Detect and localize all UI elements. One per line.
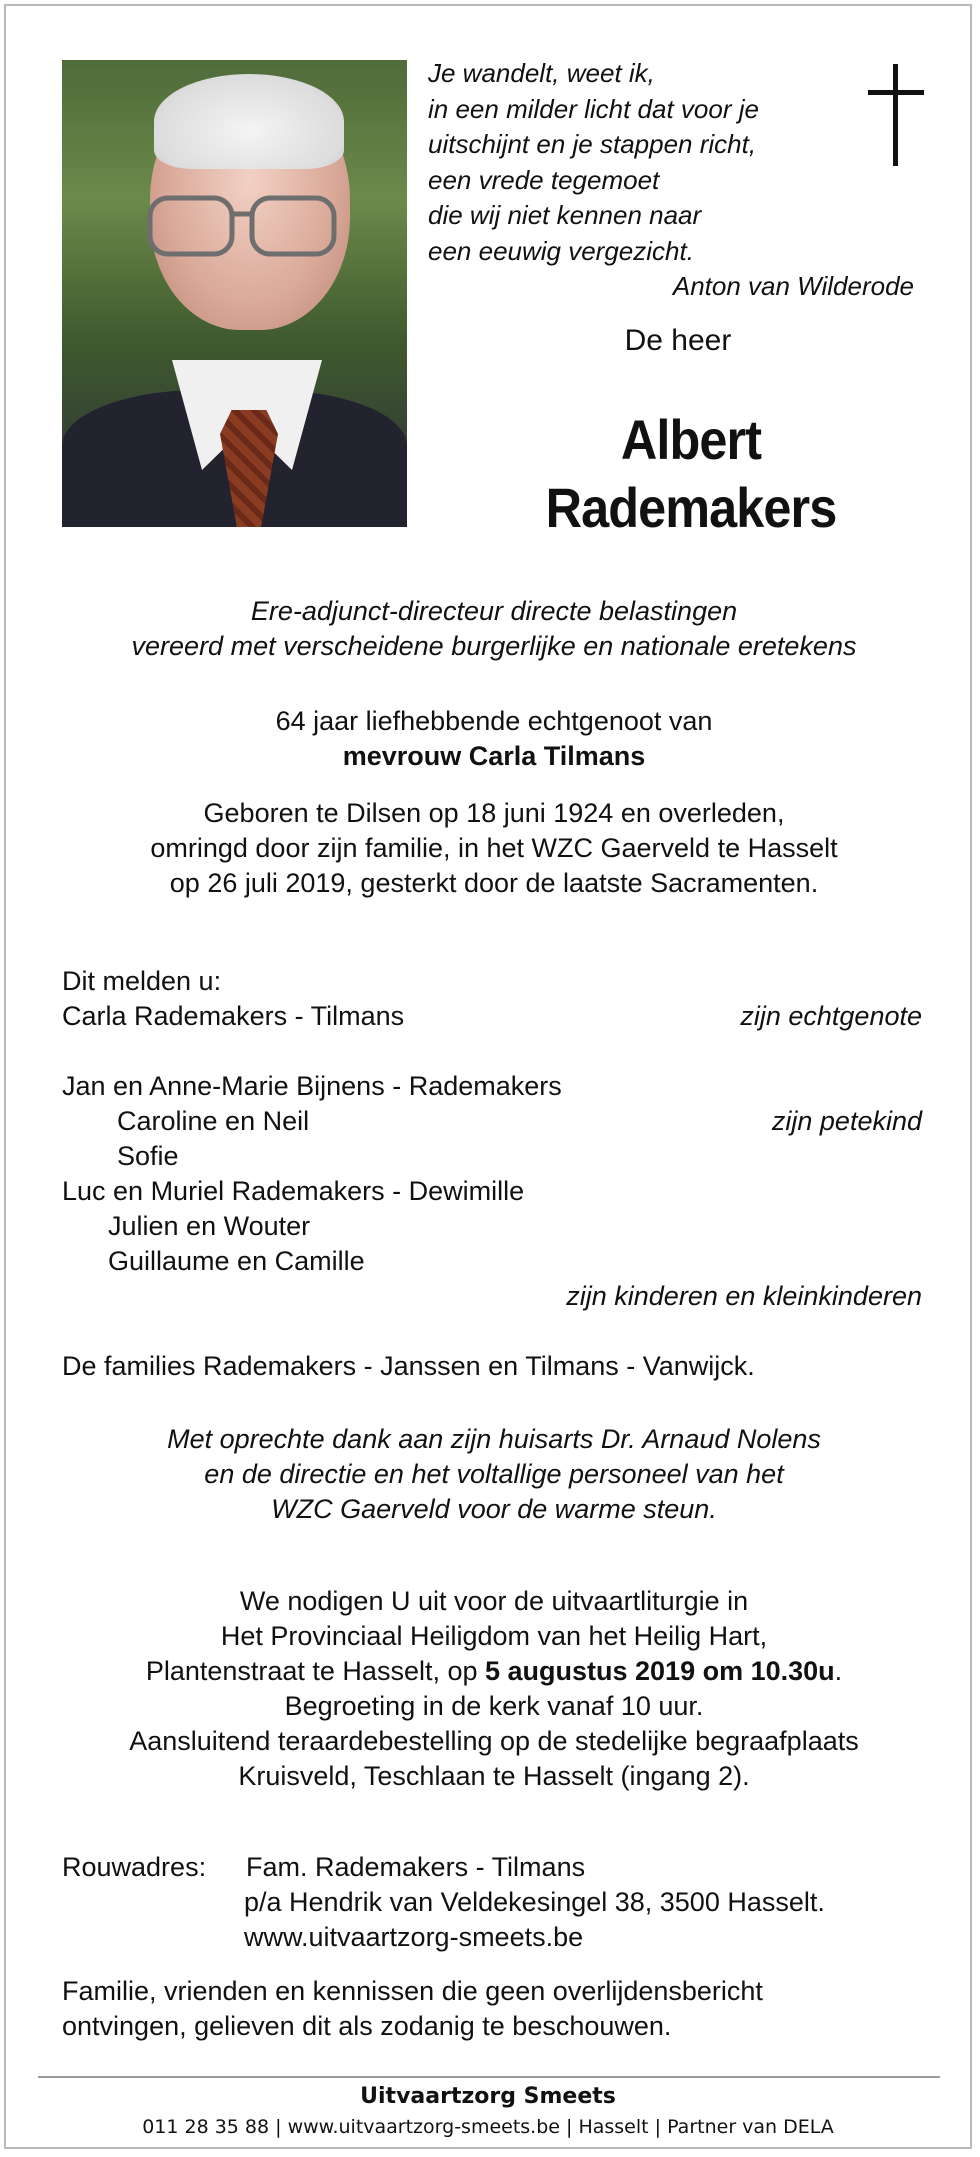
families-line: De families Rademakers - Janssen en Tilmans - Vanwijck. (62, 1351, 755, 1381)
announce-row (62, 999, 922, 1034)
title-line: vereerd met verscheidene burgerlijke en nationale eretekens (131, 631, 857, 661)
grandchild-name: Julien en Wouter (108, 1211, 311, 1241)
thanks-line: en de directie en het voltallige personeel van het (204, 1459, 784, 1489)
obituary-card (4, 4, 972, 2149)
title-line: Ere-adjunct-directeur directe belastingen (250, 596, 738, 626)
poem-author: Anton van Wilderode (672, 271, 914, 301)
life-line: Geboren te Dilsen op 18 juni 1924 en overleden, (203, 798, 785, 828)
spouse-section (62, 704, 926, 774)
funeral-line: We nodigen U uit voor de uitvaartliturgie in (239, 1586, 749, 1616)
salutation: De heer (624, 324, 732, 357)
poem-line: in een milder licht dat voor je (428, 93, 759, 124)
life-line: op 26 juli 2019, gesterkt door de laatste Sacramenten. (169, 868, 819, 898)
notice-line: Familie, vrienden en kennissen die geen overlijdensbericht (62, 1976, 763, 2006)
grandchild-name: Guillaume en Camille (108, 1246, 365, 1276)
family-name: Jan en Anne-Marie Bijnens - Rademakers (62, 1071, 562, 1101)
deceased-name (489, 406, 894, 542)
poem-line: een eeuwig vergezicht. (428, 235, 694, 266)
funeral-date: 5 augustus 2019 om 10.30u (485, 1656, 835, 1686)
last-name: Rademakers (545, 476, 837, 539)
godchild-role: zijn petekind (771, 1106, 922, 1136)
thanks-section (62, 1422, 926, 1527)
thanks-line: WZC Gaerveld voor de warme steun. (271, 1494, 717, 1524)
poem-line: uitschijnt en je stappen richt, (428, 129, 757, 159)
notice-line: ontvingen, gelieven dit als zodanig te beschouwen. (62, 2011, 672, 2041)
footer-divider (38, 2076, 940, 2078)
poem (428, 56, 914, 305)
cross-icon (868, 64, 924, 166)
spouse-role: zijn echtgenote (740, 1001, 922, 1031)
poem-line: die wij niet kennen naar (428, 200, 702, 230)
thanks-line: Met oprechte dank aan zijn huisarts Dr. Arnaud Nolens (167, 1424, 821, 1454)
address-website: www.uitvaartzorg-smeets.be (244, 1922, 584, 1952)
footer-title: Uitvaartzorg Smeets (360, 2084, 616, 2109)
spouse-intro: 64 jaar liefhebbende echtgenoot van (275, 706, 713, 736)
life-section (62, 796, 926, 901)
address-label: Rouwadres: (62, 1852, 207, 1882)
first-name: Albert (620, 408, 762, 471)
funeral-line: Kruisveld, Teschlaan te Hasselt (ingang 2). (238, 1761, 750, 1791)
spouse-family-name: Carla Rademakers - Tilmans (62, 1001, 405, 1031)
funeral-line: Begroeting in de kerk vanaf 10 uur. (284, 1691, 704, 1721)
announce-intro: Dit melden u: (62, 966, 222, 996)
poem-line: een vrede tegemoet (428, 164, 660, 195)
funeral-line: Aansluitend teraardebestelling op de stedelijke begraafplaats (129, 1726, 859, 1756)
children-role: zijn kinderen en kleinkinderen (566, 1281, 922, 1311)
announce-row (62, 1104, 922, 1139)
grandchild-name: Sofie (117, 1141, 179, 1171)
address-line: Fam. Rademakers - Tilmans (246, 1852, 586, 1882)
address-line: p/a Hendrik van Veldekesingel 38, 3500 Hasselt. (244, 1887, 825, 1917)
titles (62, 594, 926, 664)
funeral-section (62, 1584, 926, 1794)
footer-contact: 011 28 35 88 | www.uitvaartzorg-smeets.be | Hasselt | Partner van DELA (142, 2116, 834, 2138)
life-line: omringd door zijn familie, in het WZC Gaerveld te Hasselt (150, 833, 838, 863)
family-name: Luc en Muriel Rademakers - Dewimille (62, 1176, 525, 1206)
spouse-name: mevrouw Carla Tilmans (342, 741, 646, 771)
funeral-line: Plantenstraat te Hasselt, op 5 augustus 2019 om 10.30u. (145, 1656, 843, 1686)
funeral-line: Het Provinciaal Heiligdom van het Heilig Hart, (220, 1621, 768, 1651)
address-section (62, 1850, 926, 1955)
announcement (62, 964, 922, 1384)
poem-line: Je wandelt, weet ik, (428, 58, 655, 88)
portrait-photo (62, 60, 407, 527)
grandchild-name: Caroline en Neil (117, 1106, 310, 1136)
notice-section (62, 1974, 926, 2044)
